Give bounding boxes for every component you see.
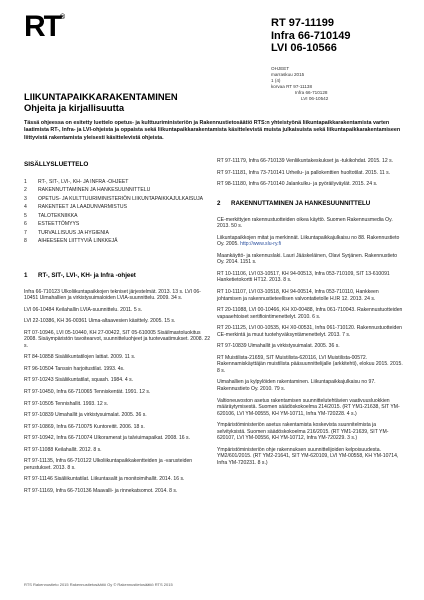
reference-item (217, 422, 404, 442)
reference-text: RT 10-11107, LVI 03-10518, KH 94-00514, Infra 053-710110, Hankkeen johtamisen ja rakennustieteellisen valvontatietolle H.IR 12. 2013. 24 s. (217, 289, 379, 302)
reference-item: RT 97-11179, Infra 66-710139 Venliikuntakeskukset ja -tukikohdat. 2015. 12 s. (217, 158, 394, 164)
toc-item[interactable] (24, 186, 211, 195)
footer: RTS Rakennustieto 2015 Rakennustietosäätiö Oy © Rakennustietosäätiö RTS 2015 (24, 582, 173, 587)
document-codes (271, 17, 411, 55)
reference-text: RT 20-11088, LVI 00-10466, KH X0-00488, Infra 061-710043. Rakennustuotteiden vapaaehtoiset sertifiointimenettelyt. 2010. 6 s. (217, 307, 403, 320)
reference-text: Liikuntapaikkojen mitat ja merkinnät. Liikuntapaikkajulkaisu no 88. Rakennustieto Oy. 2005. (217, 234, 400, 248)
reference-item: RT 97-11135, Infra 66-710122 Ulkoliikuntapaikkakentteiden ja -varusteiden perustukset. 2013. 8 s. (24, 458, 193, 471)
reference-text: RT 10-11106, LVI 03-10517, KH 94-00513, Infra 053-710109, SIT 13-610091 Hanketietokortti HT12. 2013. 8 s. (217, 270, 390, 284)
reference-item: RT 97-11088 Keilahallit. 2012. 8 s. (24, 446, 102, 453)
reference-text: Ympäristöministeriön ohje rakennuksen suunnittelijoiden kelpoisuudesta. YM2/601/2015. (RT YM2-21641, SIT YM-620109, LVI YM-00558, KH YM-10714, Infra YM-720231. 8 s.) (217, 446, 399, 466)
reference-item (217, 398, 404, 418)
right-column (217, 158, 404, 472)
section-2-heading (217, 200, 404, 208)
meta-line: OHJEET (271, 66, 290, 71)
toc-item-label: ESTEETTÖMYYS (38, 221, 80, 228)
toc-heading: SISÄLLYSLUETTELO (24, 161, 89, 168)
toc-item-label: RT-, SIT-, LVI-, KH- JA INFRA -OHJEET (38, 178, 129, 185)
reference-item: RT 07-10946, LVI 05-10440, KH 27-00422, SIT 05-610005 Sisäilmastoluokitus 2008. Sisäympäristön tavoitearvot, suunnitteluohjeet ja tuotevaatimukset. 2008. 22 s. (24, 329, 211, 349)
document-code: Infra 66-710149 (271, 29, 351, 42)
meta-line: 1 (4) (271, 77, 281, 83)
reference-item: RT 98-11180, Infra 66-710140 Jalankulku- ja pyöräilyväylät. 2015. 24 s. (217, 181, 378, 188)
toc-item-number: 7 (24, 229, 27, 236)
reference-item (217, 355, 404, 375)
toc-item-number: 6 (24, 221, 27, 228)
intro-paragraph: Tässä ohjeessa on esitetty luettelo opetus- ja kulttuuriministeriön ja Rakennustietosäätiö RTS:n yhteistyönä liikuntapaikkarakentamista varten laatimista RT-, Infra- ja LVI-ohjeista ja oppaista sekä liikuntapaikkarakentamista käsittelevistä muista julkaisuista sekä liikuntapaikkarakentamiseen liittyvistä rakentamista yleisesti käsittelevistä ohjeista. (24, 120, 401, 141)
toc-item-number: 2 (24, 187, 27, 194)
toc-item[interactable] (24, 195, 211, 204)
reference-item: LVI 06-10484 Keilahallin LVIA-suunnittelu. 2011. 5 s. (24, 306, 143, 313)
toc-item-label: TALOTEKNIIKKA (38, 212, 78, 219)
reference-item (217, 307, 404, 320)
toc-item[interactable] (24, 178, 211, 187)
reference-item: Infra 66-710123 Ulkoliikuntapaikkojen tekniset järjestelmät. 2013. 13 s. LVI 06-10451 Uimahallien ja virkistysuimaloiden LVIA-suunnittelu. 2009. 34 s. (24, 288, 201, 302)
toc-item-label: RAKENTEET JA LAADUNVARMISTUS (38, 204, 127, 211)
section-2-title: RAKENNUTTAMINEN JA HANKESUUNNITTELU (231, 199, 371, 207)
section-1-title: RT-, SIT-, LVI-, KH- ja Infra -ohjeet (38, 271, 136, 279)
reference-item: RT 97-11181, Infra 73-710141 Urheilu- ja pallokenttien huoltotilat. 2015. 11 s. (217, 169, 391, 176)
document-code: RT 97-11199 (271, 17, 334, 29)
reference-item (217, 253, 404, 266)
meta-line: Infra 66-710128 (295, 89, 328, 95)
section-1-number: 1 (24, 271, 28, 279)
reference-item: RT 84-10858 Sisäliikuntatilojen lattiat. 2009. 11 s. (24, 354, 136, 361)
section-2-number: 2 (217, 199, 221, 207)
toc-item[interactable] (24, 229, 211, 238)
continued-refs (217, 158, 404, 188)
meta-line: marraskuu 2015 (271, 71, 305, 77)
reference-text: Valtioneuvoston asetus rakentamisen suunnittelutehtävien vaativuusluokkien määräytymisestä. Suomen säädöskokoelma 214/2015. (RT YM1-21638, SIT YM-620106, LVI YM-00555, KH YM-10711, Infra YM-720228. 4 s.) (217, 397, 400, 417)
reference-text: CE-merkittyjen rakennustuotteiden oikea käyttö. Suomen Rakennusmedia Oy. 2013. 50 s. (217, 216, 393, 230)
reference-item: RT 97-10243 Sisäliikuntatilat, squash. 1984. 4 s. (24, 377, 134, 384)
document-code: LVI 06-10566 (271, 42, 337, 54)
svg-text:®: ® (60, 14, 66, 21)
page-title: LIIKUNTAPAIKKARAKENTAMINEN (24, 91, 178, 102)
toc-item-label: AIHEESEEN LIITTYVIÄ LINKKEJÄ (38, 238, 118, 245)
section-1-heading (24, 272, 211, 280)
toc-item[interactable] (24, 212, 211, 221)
reference-item: RT 96-10504 Tanssin harjoitustilat. 1993. 4s. (24, 365, 125, 372)
reference-item: RT 97-10505 Tennishallit. 1993. 12 s. (24, 400, 109, 407)
left-column (24, 158, 211, 499)
toc-item-label: RAKENNUTTAMINEN JA HANKESUUNNITTELU (38, 187, 151, 194)
meta-line: LVI 06-10542 (301, 95, 329, 101)
toc-item[interactable] (24, 203, 211, 212)
page-subtitle: Ohjeita ja kirjallisuutta (24, 102, 125, 113)
reference-item: LVI 22-10386, KH 36-00361 Uima-altaavesien käsittely. 2005. 15 s. (24, 318, 176, 325)
reference-text: Ympäristöministeriön asetus rakentamista koskevista suunnitelmista ja selvityksistä. Suomen säädöskokoelma 216/2015. (RT YM1-21639, SIT YM-620107, LVI YM-00556, KH YM-10712, Infra YM-720229. 3 s.) (217, 422, 389, 442)
reference-link[interactable]: http://www.slu-ry.fi (240, 241, 282, 248)
toc-item-number: 8 (24, 238, 27, 245)
reference-item (217, 217, 404, 230)
toc-item[interactable] (24, 220, 211, 229)
toc-item-number: 4 (24, 204, 27, 211)
reference-item: RT 97-10450, Infra 66-710065 Tenniskentät. 1991. 12 s. (24, 389, 151, 396)
reference-item (217, 343, 404, 350)
toc-item-number: 3 (24, 195, 27, 202)
toc-item-number: 5 (24, 212, 27, 219)
reference-text: Uimahallien ja kylpylöiden rakentaminen. Liikuntapaikkajulkaisu no 97. Rakennustieto Oy. 2010. 79 s. (217, 379, 376, 393)
reference-item: RT 97-10839 Uimahallit ja virkistysuimalat. 2005. 36 s. (24, 412, 147, 419)
rt-logo (24, 10, 68, 40)
reference-text: RT 20-11125, LVI 00-10535, KH X0-00531, Infra 061-710120. Rakennustuotteiden CE-merkintä ja muut tuotehyväksyntämenettelyt. 2013. 7 s. (217, 325, 403, 338)
reference-text: RT Muistilista-21659, SIT Muistilista-620116, LVI Muistilista-00572. Rakennamiskäyttäjän muistilista pääsuunnittelijalle (arkkitehti), elokuu 2015. 2015. 8 s. (217, 354, 403, 374)
reference-item (217, 271, 404, 284)
reference-item (217, 379, 404, 392)
reference-item (217, 289, 404, 302)
reference-item: RT 97-11146 Sisäliikuntatilat. Liikuntasalit ja monitoimihallit. 2014. 16 s. (24, 476, 185, 483)
meta-line: korvaa RT 97-11138 (271, 83, 313, 89)
document-meta (271, 66, 411, 101)
reference-text: RT 97-10839 Uimahallit ja virkistysuimalat. 2005. 36 s. (217, 343, 340, 350)
toc-item-label: TURVALLISUUS JA HYGIENIA (38, 229, 109, 236)
reference-item (217, 447, 404, 467)
svg-text:RT: RT (24, 10, 60, 40)
section-2-refs (217, 217, 404, 467)
section-1-refs (24, 289, 211, 495)
toc-item-number: 1 (24, 178, 27, 185)
reference-item: RT 97-10869, Infra 66-710075 Kuntoreitit. 2006. 18 s. (24, 423, 145, 430)
reference-item (217, 235, 404, 248)
table-of-contents (24, 178, 211, 246)
toc-item-label: OPETUS- JA KULTTUURIMINISTERIÖN LIIKUNTAPAIKKAJULKAISUJA (38, 195, 204, 202)
reference-item: RT 97-11169, Infra 66-710136 Maavalli- ja rinnekatsomot. 2014. 8 s. (24, 487, 178, 494)
toc-item[interactable] (24, 237, 211, 246)
reference-text: Maankäyttö- ja rakennuslaki. Lauri Jääskeläinen, Olavi Syrjänen. Rakennustieto Oy. 2014. 1151 s. (217, 252, 398, 266)
reference-item: RT 97-10942, Infra 66-710074 Ulkoramerat ja talviuimapaikat. 2008. 16 s. (24, 435, 191, 442)
reference-item (217, 325, 404, 338)
